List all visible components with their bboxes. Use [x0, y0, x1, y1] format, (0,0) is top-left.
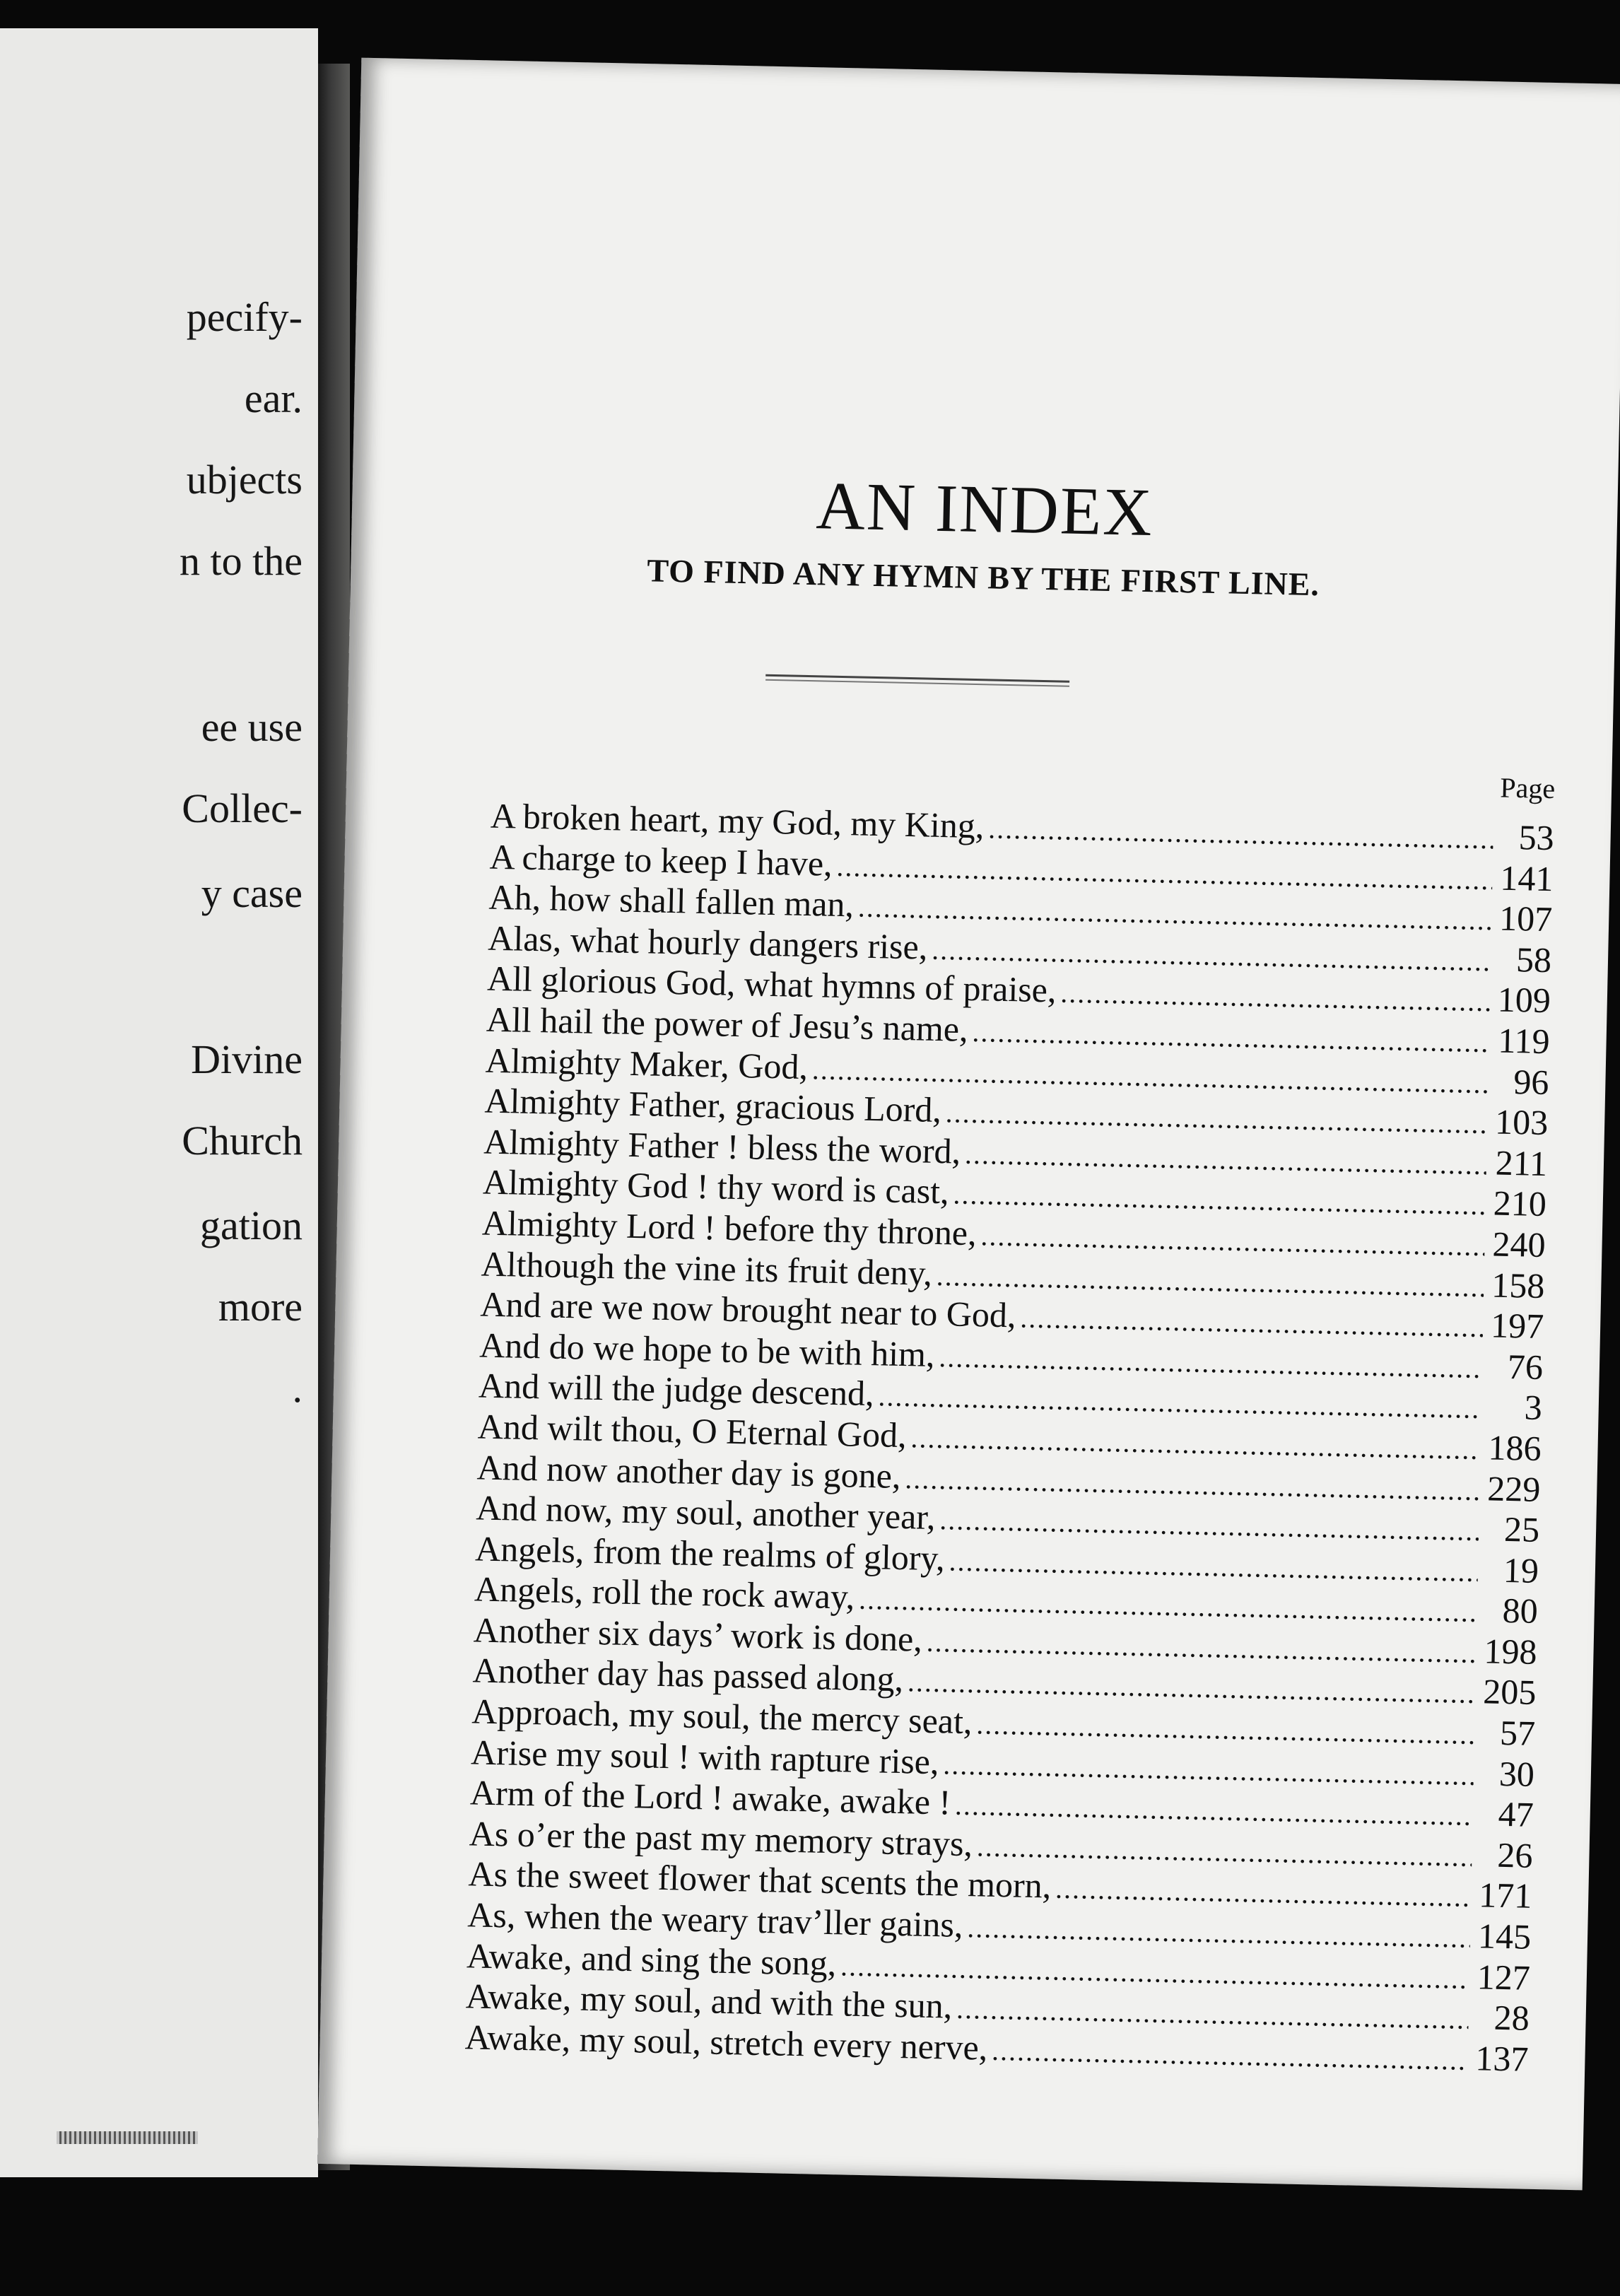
hymn-first-line: As the sweet flower that scents the morn, — [468, 1853, 1052, 1906]
hymn-page-number: 30 — [1498, 1753, 1535, 1794]
hymn-first-line: Alas, what hourly dangers rise, — [487, 918, 928, 967]
hymn-first-line: Ah, how shall fallen man, — [488, 877, 855, 925]
hymn-first-line: And will the judge descend, — [478, 1365, 875, 1414]
hymn-first-line: And are we now brought near to God, — [479, 1284, 1017, 1335]
hymn-page-number: 109 — [1497, 979, 1551, 1021]
hymn-page-number: 57 — [1499, 1712, 1536, 1753]
hymn-page-number: 205 — [1482, 1671, 1537, 1713]
scan-edge-artifact — [57, 2131, 198, 2144]
hymn-page-number: 145 — [1477, 1916, 1532, 1957]
hymn-page-number: 186 — [1487, 1427, 1542, 1468]
hymn-first-line: Awake, and sing the song, — [466, 1935, 837, 1983]
hymn-page-number: 25 — [1503, 1509, 1540, 1550]
hymn-page-number: 198 — [1483, 1631, 1538, 1672]
hymn-page-number: 211 — [1495, 1142, 1548, 1183]
page-column-header: Page — [1499, 771, 1556, 805]
page-subtitle: TO FIND ANY HYMN BY THE FIRST LINE. — [646, 552, 1320, 603]
hymn-first-line: As, when the weary trav’ller gains, — [466, 1894, 964, 1945]
left-page-fragment — [0, 28, 318, 2177]
hymn-page-number: 96 — [1513, 1061, 1550, 1102]
hymn-first-line: Another day has passed along, — [472, 1650, 904, 1699]
hymn-first-line: As o’er the past my memory strays, — [469, 1813, 973, 1864]
hymn-page-number: 158 — [1491, 1264, 1545, 1306]
left-text-fragment: Church — [182, 1118, 303, 1164]
hymn-first-line: Although the vine its fruit deny, — [481, 1243, 933, 1293]
left-text-fragment: y case — [201, 870, 303, 916]
left-text-fragment: ear. — [244, 375, 303, 421]
hymn-page-number: 47 — [1498, 1794, 1534, 1835]
hymn-page-number: 229 — [1486, 1468, 1541, 1509]
hymn-page-number: 103 — [1494, 1101, 1549, 1143]
hymn-first-line: Almighty Lord ! before thy throne, — [481, 1202, 978, 1253]
hymn-first-line: All hail the power of Jesu’s name, — [486, 999, 969, 1049]
hymn-page-number: 141 — [1499, 857, 1554, 898]
hymn-first-line: And now, my soul, another year, — [475, 1487, 937, 1538]
hymn-first-line: And wilt thou, O Eternal God, — [477, 1406, 908, 1456]
left-text-fragment: . — [292, 1365, 303, 1411]
hymn-first-line: All glorious God, what hymns of praise, — [486, 958, 1057, 1010]
hymn-first-line: And now another day is gone, — [476, 1446, 902, 1496]
hymn-first-line: Another six days’ work is done, — [473, 1610, 923, 1659]
left-text-fragment: pecify- — [186, 294, 303, 340]
hymn-page-number: 80 — [1502, 1591, 1539, 1632]
left-text-fragment: Collec- — [182, 785, 303, 831]
left-text-fragment: ubjects — [186, 457, 303, 503]
page-title: AN INDEX — [815, 467, 1154, 551]
hymn-page-number: 28 — [1493, 1997, 1530, 2039]
hymn-first-line: A broken heart, my God, my King, — [490, 795, 985, 846]
hymn-page-number: 119 — [1497, 1020, 1551, 1062]
hymn-first-line: Arm of the Lord ! awake, awake ! — [469, 1772, 951, 1822]
hymn-first-line: And do we hope to be with him, — [479, 1325, 936, 1374]
hymn-page-number: 197 — [1490, 1305, 1544, 1347]
hymn-page-number: 58 — [1515, 939, 1552, 980]
left-text-fragment: gation — [200, 1202, 303, 1248]
hymn-first-line: Arise my soul ! with rapture rise, — [470, 1732, 940, 1781]
hymn-page-number: 137 — [1474, 2038, 1530, 2079]
hymn-first-line: Angels, roll the rock away, — [474, 1569, 855, 1617]
decorative-rule — [765, 674, 1069, 687]
left-text-fragment: more — [218, 1284, 303, 1330]
hymn-page-number: 26 — [1496, 1834, 1534, 1875]
hymn-page-number: 19 — [1503, 1550, 1539, 1591]
hymn-first-line: Almighty God ! thy word is cast, — [482, 1161, 950, 1212]
index-page — [317, 58, 1620, 2191]
left-text-fragment: Divine — [191, 1036, 303, 1082]
left-text-fragment: ee use — [201, 704, 303, 750]
hymn-page-number: 53 — [1518, 817, 1555, 858]
hymn-first-line: A charge to keep I have, — [489, 836, 833, 884]
hymn-page-number: 127 — [1477, 1956, 1531, 1998]
hymn-page-number: 240 — [1492, 1224, 1546, 1265]
hymn-first-line: Angels, from the realms of glory, — [474, 1528, 946, 1578]
hymn-first-line: Awake, my soul, stretch every nerve, — [464, 2017, 988, 2068]
hymn-first-line: Almighty Maker, God, — [485, 1040, 809, 1086]
left-text-fragment: n to the — [180, 538, 303, 584]
hymn-first-line: Almighty Father ! bless the word, — [483, 1121, 961, 1171]
hymn-page-number: 210 — [1493, 1183, 1547, 1224]
hymn-first-line: Awake, my soul, and with the sun, — [465, 1976, 953, 2026]
hymn-page-number: 76 — [1507, 1346, 1544, 1387]
hymn-first-line: Almighty Father, gracious Lord, — [483, 1080, 942, 1130]
index-entries — [464, 796, 1554, 2080]
hymn-first-line: Approach, my soul, the mercy seat, — [471, 1691, 973, 1742]
hymn-page-number: 171 — [1478, 1875, 1532, 1916]
hymn-page-number: 107 — [1498, 898, 1553, 939]
hymn-page-number: 3 — [1524, 1387, 1543, 1428]
